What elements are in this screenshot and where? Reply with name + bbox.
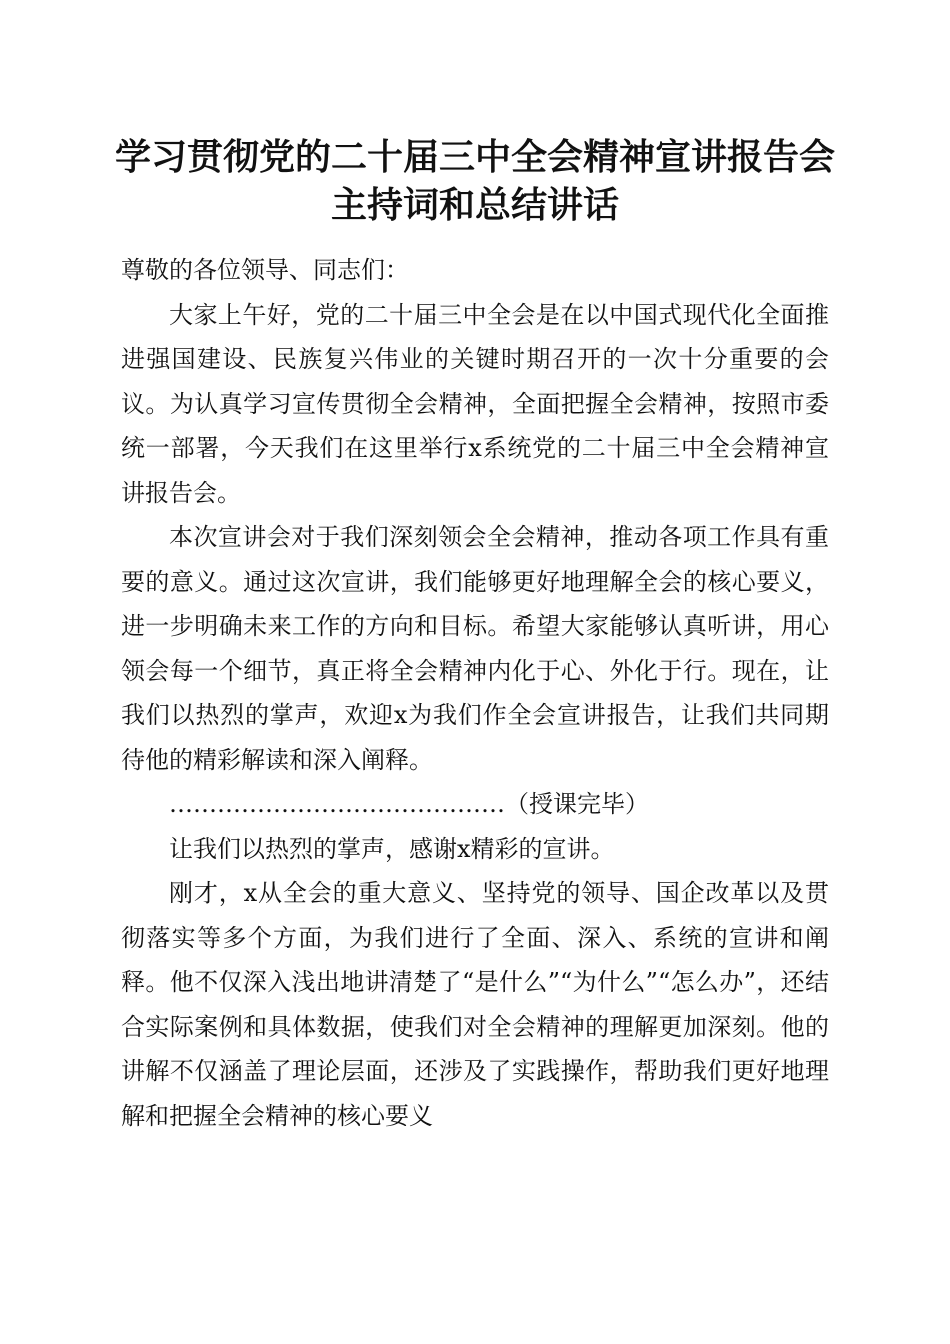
paragraph-significance: 本次宣讲会对于我们深刻领会全会精神，推动各项工作具有重要的意义。通过这次宣讲，我们能够更好地理解全会的核心要义，进一步明确未来工作的方向和目标。希望大家能够认真听讲，用心领会每一个细节，真正将全会精神内化于心、外化于行。现在，让我们以热烈的掌声，欢迎x为我们作全会宣讲报告，让我们共同期待他的精彩解读和深入阐释。 [121,523,829,774]
lecture-separator: ……………………………………（授课完毕） [169,790,649,818]
paragraph-thanks: 让我们以热烈的掌声，感谢x精彩的宣讲。 [169,834,615,863]
paragraph-opening: 大家上午好，党的二十届三中全会是在以中国式现代化全面推进强国建设、民族复兴伟业的关键时期召开的一次十分重要的会议。为认真学习宣传贯彻全会精神，全面把握全会精神，按照市委统一部署，今天我们在这里举行x系统党的二十届三中全会精神宣讲报告会。 [121,300,829,507]
salutation: 尊敬的各位领导、同志们： [121,256,409,284]
paragraph-summary: 刚才，x从全会的重大意义、坚持党的领导、国企改革以及贯彻落实等多个方面，为我们进行了全面、深入、系统的宣讲和阐释。他不仅深入浅出地讲清楚了“是什么”“为什么”“怎么办”，还结合实际案例和具体数据，使我们对全会精神的理解更加深刻。他的讲解不仅涵盖了理论层面，还涉及了实践操作，帮助我们更好地理解和把握全会精神的核心要义 [121,879,829,1130]
document-body [121,248,829,1138]
document-title-line-1: 学习贯彻党的二十届三中全会精神宣讲报告会 [114,137,835,178]
document-title-line-2: 主持词和总结讲话 [330,185,619,226]
